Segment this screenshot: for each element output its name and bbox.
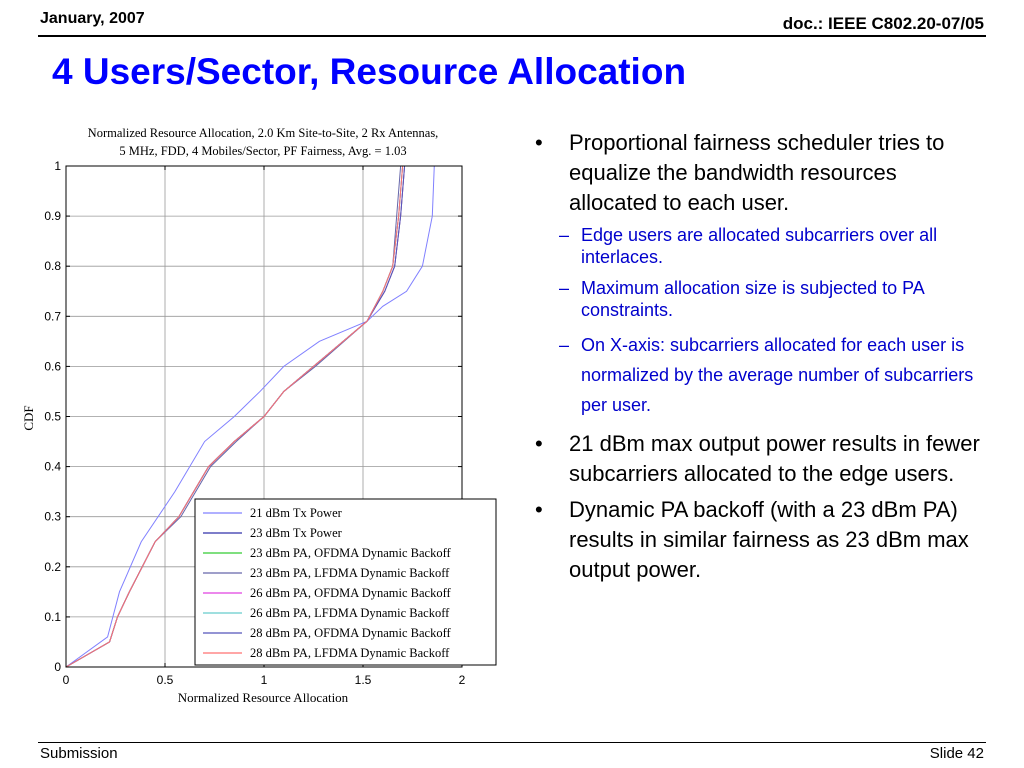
x-tick-label: 0.5 bbox=[156, 673, 174, 687]
legend-label: 28 dBm PA, OFDMA Dynamic Backoff bbox=[250, 626, 451, 640]
bullet-marker: • bbox=[535, 130, 543, 155]
x-tick-label: 1.5 bbox=[354, 673, 372, 687]
bullet-text: 21 dBm max output power results in fewer subcarriers allocated to the edge users. bbox=[569, 431, 980, 486]
y-tick-label: 0 bbox=[54, 660, 61, 674]
chart-title-line-1: Normalized Resource Allocation, 2.0 Km Site-to-Site, 2 Rx Antennas, bbox=[87, 126, 439, 140]
y-tick-label: 0.6 bbox=[44, 359, 61, 374]
bullet-text: Proportional fairness scheduler tries to equalize the bandwidth resources allocated to each user. bbox=[569, 130, 945, 215]
chart-legend bbox=[195, 499, 496, 665]
legend-label: 23 dBm Tx Power bbox=[250, 526, 342, 540]
footer-left: Submission bbox=[40, 745, 118, 762]
chart-ylabel: CDF bbox=[21, 405, 36, 431]
y-tick-label: 0.7 bbox=[44, 309, 61, 324]
y-tick-label: 0.9 bbox=[44, 209, 61, 224]
bullet-marker: • bbox=[535, 431, 543, 456]
x-tick-label: 2 bbox=[458, 673, 466, 687]
y-tick-label: 0.2 bbox=[44, 559, 61, 574]
sub-bullet-item bbox=[535, 277, 985, 321]
legend-box bbox=[195, 499, 496, 665]
y-tick-label: 0.1 bbox=[44, 609, 61, 624]
sub-bullet-item bbox=[535, 224, 985, 268]
legend-label: 26 dBm PA, LFDMA Dynamic Backoff bbox=[250, 606, 450, 620]
bullet-list bbox=[535, 128, 985, 591]
sub-bullet-text: Maximum allocation size is subjected to PA constraints. bbox=[581, 278, 924, 320]
legend-label: 23 dBm PA, LFDMA Dynamic Backoff bbox=[250, 566, 450, 580]
y-tick-label: 0.4 bbox=[44, 459, 61, 474]
footer-divider bbox=[38, 742, 986, 743]
chart-title-line-2: 5 MHz, FDD, 4 Mobiles/Sector, PF Fairness, Avg. = 1.03 bbox=[119, 144, 407, 158]
y-tick-label: 0.8 bbox=[44, 259, 61, 274]
header-date: January, 2007 bbox=[40, 10, 145, 27]
legend-label: 28 dBm PA, LFDMA Dynamic Backoff bbox=[250, 646, 450, 660]
legend-label: 21 dBm Tx Power bbox=[250, 506, 342, 520]
sub-bullet-text: Edge users are allocated subcarriers over all interlaces. bbox=[581, 225, 938, 267]
footer-slide-number: Slide 42 bbox=[929, 745, 984, 762]
sub-bullet-item bbox=[535, 330, 985, 420]
legend-label: 26 dBm PA, OFDMA Dynamic Backoff bbox=[250, 586, 451, 600]
bullet-item bbox=[535, 128, 985, 218]
x-tick-label: 0 bbox=[62, 673, 70, 687]
x-tick-label: 1 bbox=[260, 673, 268, 687]
legend-label: 23 dBm PA, OFDMA Dynamic Backoff bbox=[250, 546, 451, 560]
y-tick-label: 1 bbox=[54, 159, 61, 173]
bullet-item bbox=[535, 429, 985, 489]
slide-title: 4 Users/Sector, Resource Allocation bbox=[52, 51, 687, 92]
bullet-marker: • bbox=[535, 497, 543, 522]
header-doc-id: doc.: IEEE C802.20-07/05 bbox=[782, 14, 984, 33]
sub-bullet-text: On X-axis: subcarriers allocated for each user is normalized by the average number of subcarriers per user. bbox=[581, 335, 974, 415]
bullet-item bbox=[535, 495, 985, 585]
cdf-chart bbox=[0, 0, 520, 720]
sub-bullet-marker: – bbox=[559, 225, 570, 245]
sub-bullet-marker: – bbox=[559, 278, 570, 298]
y-tick-label: 0.3 bbox=[44, 509, 61, 524]
sub-bullet-marker: – bbox=[559, 335, 570, 355]
y-tick-label: 0.5 bbox=[44, 409, 61, 424]
bullet-text: Dynamic PA backoff (with a 23 dBm PA) results in similar fairness as 23 dBm max output power. bbox=[569, 497, 969, 582]
chart-xlabel: Normalized Resource Allocation bbox=[177, 690, 349, 705]
